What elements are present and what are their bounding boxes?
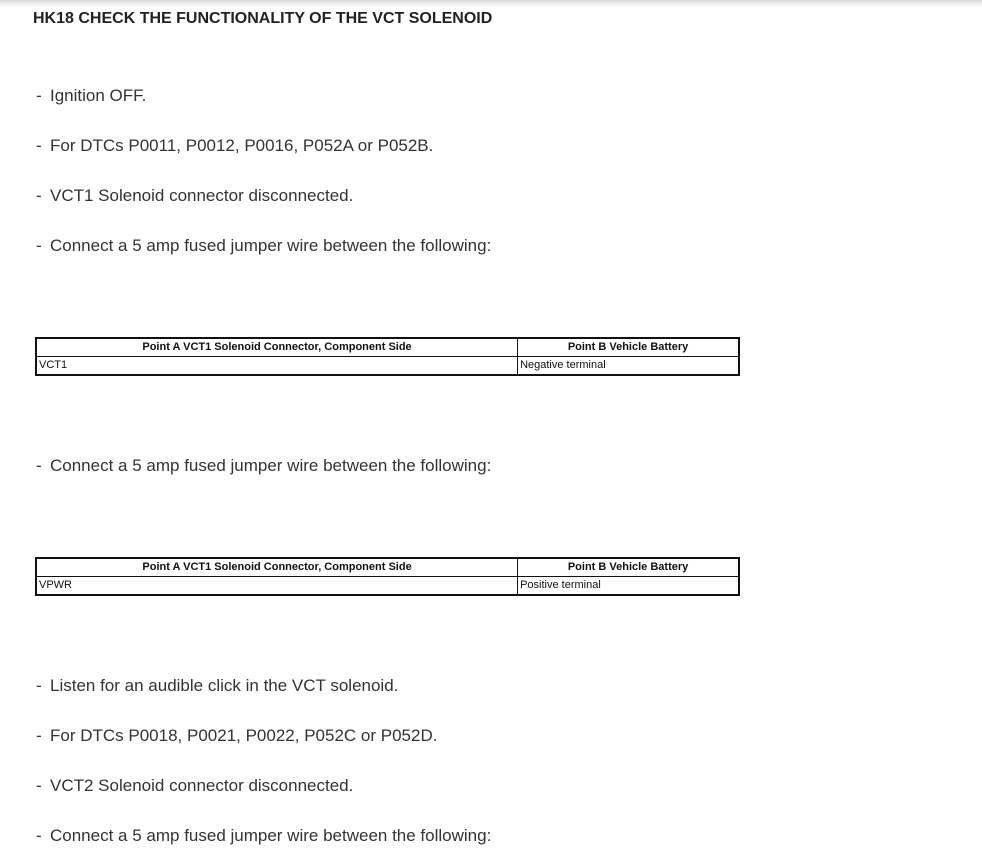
step-vct2-disconnected bbox=[36, 776, 353, 796]
step-text: Connect a 5 amp fused jumper wire between the following: bbox=[50, 456, 492, 475]
step-text: Connect a 5 amp fused jumper wire between the following: bbox=[50, 236, 492, 255]
table-header-row bbox=[36, 558, 739, 577]
table-row bbox=[36, 577, 739, 596]
bullet: - bbox=[36, 186, 42, 205]
bullet: - bbox=[36, 826, 42, 845]
bullet: - bbox=[36, 456, 42, 475]
step-text: For DTCs P0011, P0012, P0016, P052A or P052B. bbox=[50, 136, 434, 155]
page-title: HK18 CHECK THE FUNCTIONALITY OF THE VCT SOLENOID bbox=[33, 10, 493, 27]
cell-point-b: Positive terminal bbox=[518, 577, 739, 596]
table-header-row bbox=[36, 338, 739, 357]
step-vct1-disconnected bbox=[36, 186, 353, 206]
bullet: - bbox=[36, 776, 42, 795]
cell-point-b: Negative terminal bbox=[518, 357, 739, 376]
step-dtcs-vct2 bbox=[36, 726, 437, 746]
step-text: VCT1 Solenoid connector disconnected. bbox=[50, 186, 354, 205]
header-point-b: Point B Vehicle Battery bbox=[518, 558, 739, 577]
cell-point-a: VPWR bbox=[36, 577, 518, 596]
step-connect-jumper-3 bbox=[36, 826, 491, 846]
bullet: - bbox=[36, 726, 42, 745]
step-connect-jumper-2 bbox=[36, 456, 491, 476]
bullet: - bbox=[36, 136, 42, 155]
step-text: Ignition OFF. bbox=[50, 86, 147, 105]
step-text: For DTCs P0018, P0021, P0022, P052C or P052D. bbox=[50, 726, 438, 745]
step-text: Connect a 5 amp fused jumper wire between the following: bbox=[50, 826, 492, 845]
bullet: - bbox=[36, 676, 42, 695]
top-shadow bbox=[0, 0, 982, 8]
step-text: VCT2 Solenoid connector disconnected. bbox=[50, 776, 354, 795]
step-connect-jumper-1 bbox=[36, 236, 491, 256]
step-text: Listen for an audible click in the VCT solenoid. bbox=[50, 676, 399, 695]
header-point-a: Point A VCT1 Solenoid Connector, Component Side bbox=[36, 338, 518, 357]
cell-point-a: VCT1 bbox=[36, 357, 518, 376]
step-dtcs-vct1 bbox=[36, 136, 433, 156]
bullet: - bbox=[36, 86, 42, 105]
step-ignition-off bbox=[36, 86, 146, 106]
bullet: - bbox=[36, 236, 42, 255]
step-listen-click bbox=[36, 676, 398, 696]
header-point-b: Point B Vehicle Battery bbox=[518, 338, 739, 357]
jumper-table-2 bbox=[35, 557, 740, 596]
header-point-a: Point A VCT1 Solenoid Connector, Component Side bbox=[36, 558, 518, 577]
jumper-table-1 bbox=[35, 337, 740, 376]
table-row bbox=[36, 357, 739, 376]
